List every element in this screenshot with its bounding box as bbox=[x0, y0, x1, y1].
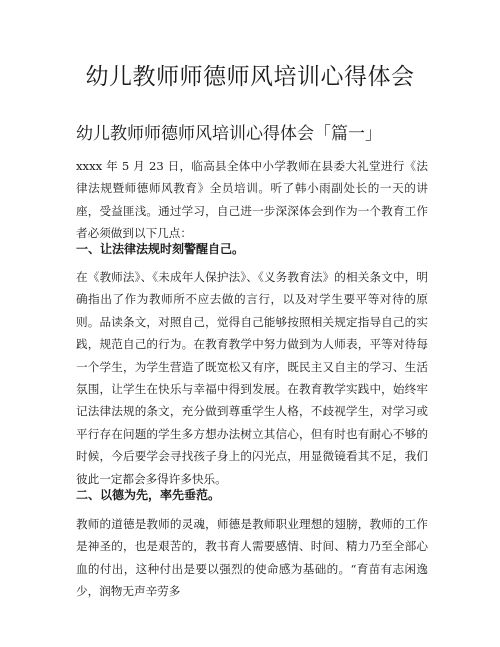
section-title: 幼儿教师师德师风培训心得体会「篇一」 bbox=[76, 124, 382, 144]
intro-paragraph: xxxx 年 5 月 23 日，临高县全体中小学教师在县委大礼堂进行《法律法规暨师德师风教育》全员培训。听了韩小雨副处长的一天的讲座，受益匪浅。通过学习，自己进一步深深体会到作为一个教育工作者必须做到以下几点： bbox=[76, 159, 428, 241]
section-heading-2: 二、以德为先，率先垂范。 bbox=[76, 488, 221, 502]
law-paragraph: 在《教师法》、《未成年人保护法》、《义务教育法》的相关条文中，明确指出了作为教师所不应去做的言行，以及对学生要平等对待的原则。品读条文，对照自己，觉得自己能够按照相关规定指导自己的实践，规范自己的行为。在教育教学中努力做到为人师表，平等对待每一个学生，为学生营造了既宽松又有序，既民主又自主的学习、生活氛围，让学生在快乐与幸福中得到发展。在教育教学实践中，始终牢记法律法规的条文，充分做到尊重学生人格，不歧视学生，对学习或平行存在问题的学生多方想办法树立其信心，但有时也有耐心不够的时候，今后要学会寻找孩子身上的闪光点，用显微镜看其不足，我们彼此一定都会多得许多快乐。 bbox=[76, 270, 428, 486]
ethics-paragraph: 教师的道德是教师的灵魂，师德是教师职业理想的翅膀，教师的工作是神圣的，也是艰苦的，教书育人需要感情、时间、精力乃至全部心血的付出，这种付出是要以强烈的使命感为基础的。“育苗有志闲逸少，润物无声辛劳多 bbox=[76, 517, 428, 599]
document-title: 幼儿教师师德师风培训心得体会 bbox=[85, 64, 415, 90]
section-heading-1: 一、让法律法规时刻警醒自己。 bbox=[76, 242, 245, 256]
